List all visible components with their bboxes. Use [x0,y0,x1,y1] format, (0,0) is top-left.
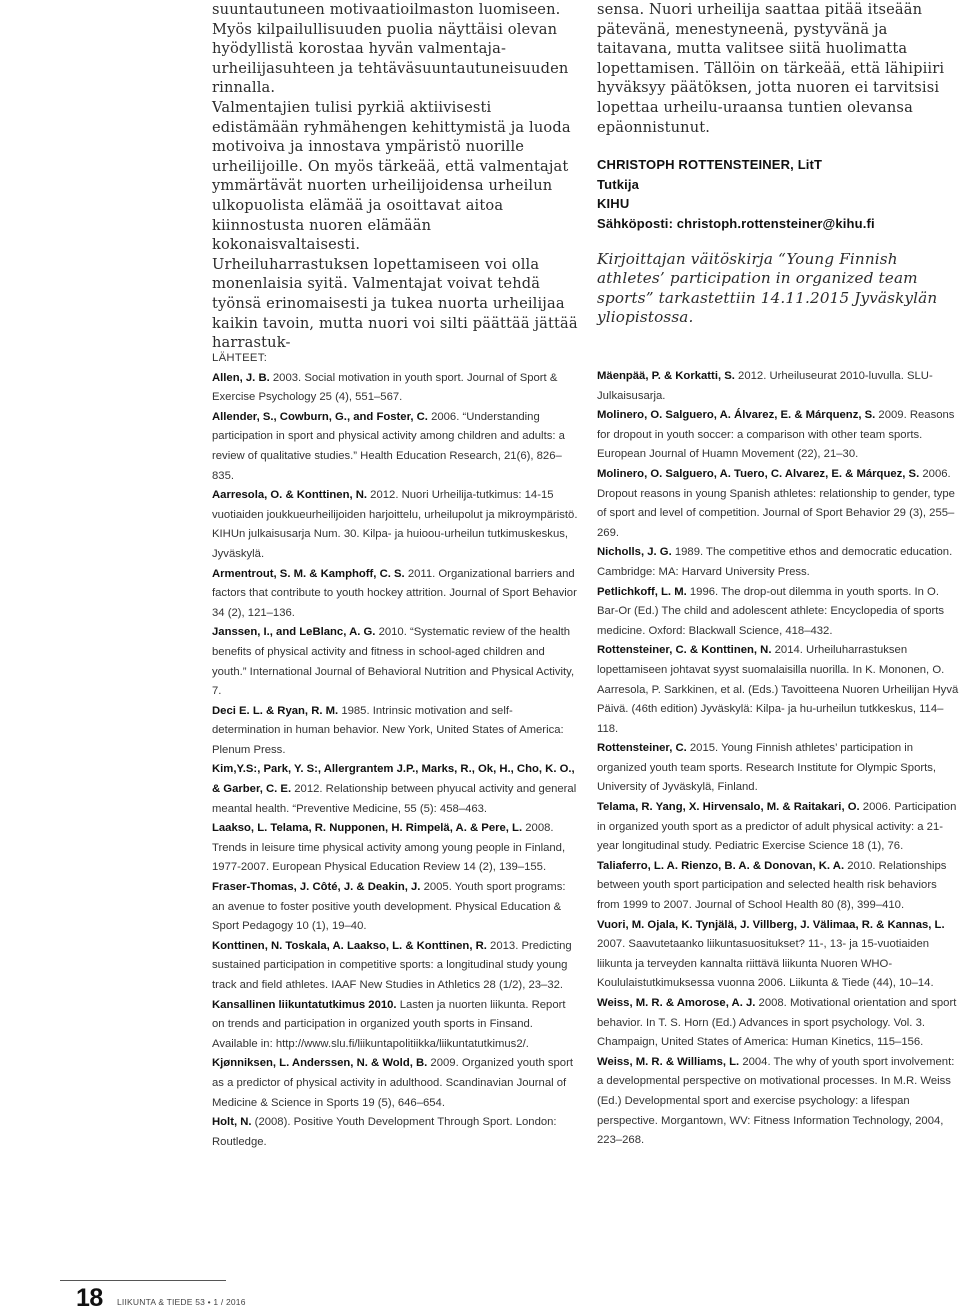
reference-list-right [597,367,960,1151]
page-footer [0,1268,960,1310]
reference-authors: Aarresola, O. & Konttinen, N. [212,489,368,502]
reference-authors: Vuori, M. Ojala, K. Tynjälä, J. Villberg, J. Välimaa, R. & Kannas, L. [597,918,945,931]
reference-text: 2006. Participation in organized youth sport as a predictor of adult physical activity: a 21-year longitudinal study. Pediatric Exercise Science 18 (1), 76. [597,801,957,853]
reference-authors: Weiss, M. R. & Williams, L. [597,1055,740,1068]
reference-text: Lasten ja nuorten liikunta. Report on trends and participation in organized youth sports in Finsand. Available in: http://www.slu.fi/liikuntapolitiikka/liikuntatutkimus2/. [212,998,566,1050]
reference-authors: Molinero, O. Salguero, A. Tuero, C. Alvarez, E. & Márquez, S. [597,467,920,480]
reference-entry [212,1113,578,1152]
reference-entry [212,486,578,564]
reference-text: 2012. Urheiluseurat 2010-luvulla. SLU-Julkaisusarja. [597,370,933,402]
reference-list-left [212,369,578,1153]
reference-text: 2009. Reasons for dropout in youth soccer: a comparison with other team sports. European Journal of Huamn Movement (22), 21–30. [597,409,955,461]
article-paragraph: Valmentajien tulisi pyrkiä aktiivisesti edistämään ryhmähengen kehittymistä ja luoda motivoiva ja innostava ympäristö nuorille urheilijoille. On myös tärkeää, että valmentajat ymmärtävät nuorten urheilijoidensa urheilun ulkopuolista elämää ja osoittavat aitoa kiinnostusta nuoren elämään kokonaisvaltaisesti. [212,98,571,254]
reference-authors: Rottensteiner, C. [597,742,687,755]
reference-authors: Kjønniksen, L. Anderssen, N. & Wold, B. [212,1057,428,1070]
reference-authors: Molinero, O. Salguero, A. Álvarez, E. & Márquenz, S. [597,409,876,422]
reference-authors: Kim,Y.S:, Park, Y. S:, Allergrantem J.P., Marks, R., Ok, H., Cho, K. O., & Garber, C. E. [212,763,575,796]
reference-entry [597,1053,960,1151]
reference-text: 1996. The drop-out dilemma in youth sports. In O. Bar-Or (Ed.) The child and adolescent athlete: Encyclopedia of sports medicine. Oxford: Blackwall Science, 418–432. [597,585,945,637]
reference-authors: Armentrout, S. M. & Kamphoff, C. S. [212,567,405,580]
reference-text: 2011. Organizational barriers and factors that contribute to youth hockey attrition. Journal of Sport Behavior 34 (2), 121–136. [212,567,577,619]
reference-entry [597,798,960,857]
reference-authors: Petlichkoff, L. M. [597,585,687,598]
reference-entry [212,760,578,819]
reference-entry [212,819,578,878]
reference-text: 2012. Relationship between phyucal activity and general meantal health. “Preventive Medicine, 55 (5): 458–463. [212,783,577,815]
reference-text: 2004. The why of youth sport involvement: a developmental perspective on motivational processes. In M.R. Weiss (Ed.) Developmental sport and exercise psychology: a lifespan perspective. Morgantown, WV: Fitness Information Technology, 2004, 223–268. [597,1055,955,1147]
reference-authors: Laakso, L. Telama, R. Nupponen, H. Rimpelä, A. & Pere, L. [212,822,523,835]
reference-text: 2010. “Systematic review of the health benefits of physical activity and fitness in school-aged children and youth.” International Journal of Behavioral Nutrition and Physical Activity, 7. [212,626,575,698]
reference-text: 2015. Young Finnish athletes’ participation in organized youth team sports. Research Institute for Olympic Sports, University of Jyväskylä, Finland. [597,742,937,794]
reference-text: 2003. Social motivation in youth sport. Journal of Sport & Exercise Psychology 25 (4), 551–567. [212,371,558,404]
reference-authors: Nicholls, J. G. [597,546,672,559]
reference-entry [212,878,578,937]
author-block [597,155,960,233]
reference-authors: Allen, J. B. [212,371,270,384]
author-org: KIHU [597,196,630,212]
reference-authors: Rottensteiner, C. & Konttinen, N. [597,644,772,657]
reference-text: 2009. Organized youth sport as a predictor of physical activity in adulthood. Scandinavian Journal of Medicine & Science in Sports 19 (5), 646–654. [212,1057,573,1109]
reference-text: 2012. Nuori Urheilija-tutkimus: 14-15 vuotiaiden joukkueurheilijoiden harjoittelu, urheilupolut ja mikroympäristö. KIHUn julkaisusarja Num. 30. Kilpa- ja huioou-urheilun tutkimuskeskus, Jyväskylä. [212,489,578,560]
references-right-column [597,367,960,1151]
reference-entry [212,937,578,996]
reference-text: (2008). Positive Youth Development Through Sport. London: Routledge. [212,1116,557,1148]
reference-entry [212,369,578,408]
reference-entry [597,641,960,739]
reference-authors: Holt, N. [212,1116,252,1129]
reference-authors: Janssen, I., and LeBlanc, A. G. [212,626,376,639]
reference-entry [212,623,578,701]
reference-entry [597,916,960,994]
reference-text: 1985. Intrinsic motivation and self-determination in human behavior. New York, United States of America: Plenum Press. [212,704,564,756]
reference-text: 2006. “Understanding participation in sport and physical activity among children and adults: a review of qualitative studies.” Health Education Research, 21(6), 826–835. [212,410,565,482]
reference-entry [212,702,578,761]
thesis-note: Kirjoittajan väitöskirja “Young Finnish athletes’ participation in organized team sports” tarkastettiin 14.11.2015 Jyväskylän yliopistossa. [597,249,938,327]
reference-text: 2013. Predicting sustained participation in competitive sports: a longitudinal study young track and field athletes. IAAF New Studies in Athletics 28 (1/2), 23–32. [212,939,572,991]
reference-authors: Mäenpää, P. & Korkatti, S. [597,370,735,382]
reference-text: 2008. Trends in leisure time physical activity among young people in Finland, 1977-2007. European Physical Education Review 14 (2), 139–155. [212,822,566,874]
article-paragraph: Urheiluharrastuksen lopettamiseen voi olla monenlaisia syitä. Valmentajat voivat tehdä työnsä erinomaisesti ja tukea nuorta urheilijaa kaikin tavoin, mutta nuori voi silti päättää jättää harrastuk- [212,255,578,352]
reference-authors: Allender, S., Cowburn, G., and Foster, C. [212,410,428,423]
reference-text: 2005. Youth sport programs: an avenue to foster positive youth development. Physical Education & Sport Pedagogy 10 (1), 19–40. [212,881,566,933]
reference-entry [597,857,960,916]
reference-entry [212,408,578,486]
reference-entry [597,465,960,543]
journal-info: LIIKUNTA & TIEDE 53 • 1 / 2016 [117,1297,246,1307]
references-left-column [212,349,578,1152]
reference-text: 2006. Dropout reasons in young Spanish athletes: relationship to gender, type of sport and level of competition. Journal of Sport Behavior 29 (3), 255–269. [597,467,955,539]
reference-authors: Fraser-Thomas, J. Côté, J. & Deakin, J. [212,881,421,894]
reference-entry [597,543,960,582]
reference-text: 2008. Motivational orientation and sport behavior. In T. S. Horn (Ed.) Advances in sport psychology. Vol. 3. Champaign, United States of America: Human Kinetics, 115–156. [597,997,957,1049]
reference-entry [212,996,578,1055]
reference-entry [597,583,960,642]
reference-text: 2010. Relationships between youth sport participation and selected health risk behaviors from 1999 to 2007. Journal of School Health 80 (8), 399–410. [597,859,947,912]
reference-entry [597,994,960,1053]
reference-text: 2014. Urheiluharrastuksen lopettamiseen johtavat syyst suomalaisilla nuorilla. In K. Mononen, O. Aarresola, P. Sarkkinen, et al. (Eds.) Tavoitteena Nuoren Urheilijan Hyvä Päivä. (46th edition) Jyväskylä: Kilpa- ja hu-urheilun tutkkeskus, 114–118. [597,644,959,735]
reference-text: 1989. The competitive ethos and democratic education. Cambridge: MA: Harvard University Press. [597,546,953,578]
footer-rule [60,1280,226,1281]
reference-entry [212,1054,578,1113]
reference-entry [597,739,960,798]
reference-authors: Kansallinen liikuntatutkimus 2010. [212,998,397,1011]
references-heading: LÄHTEET: [212,352,268,364]
reference-authors: Taliaferro, L. A. Rienzo, B. A. & Donovan, K. A. [597,859,845,872]
author-role: Tutkija [597,176,639,192]
author-name: CHRISTOPH ROTTENSTEINER, LitT [597,157,823,173]
reference-entry [597,367,960,406]
reference-text: 2007. Saavutetaanko liikuntasuositukset? 11-, 13- ja 15-vuotiaiden liikunta ja terveyden kannalta riittävä liikunta Nuoren WHO-Koululaistutkimuksessa vuonna 2006. Liikunta & Tiede (44), 10–14. [597,938,934,990]
reference-authors: Konttinen, N. Toskala, A. Laakso, L. & Konttinen, R. [212,939,487,952]
article-paragraph: suuntautuneen motivaatioilmaston luomiseen. Myös kilpailullisuuden puolia näyttäisi olevan hyödyllistä korostaa hyvän valmentaja-urheilijasuhteen ja tehtäväsuuntautuneisuuden rinnalla. [212,1,569,97]
reference-authors: Weiss, M. R. & Amorose, A. J. [597,997,756,1009]
page-number: 18 [76,1284,103,1312]
reference-authors: Deci E. L. & Ryan, R. M. [212,704,339,717]
author-email: Sähköposti: christoph.rottensteiner@kihu.fi [597,215,875,231]
article-right-column [597,0,960,328]
reference-entry [597,406,960,465]
reference-entry [212,565,578,624]
article-paragraph: sensa. Nuori urheilija saattaa pitää itseään pätevänä, menestyneenä, pystyvänä ja taitavana, mutta valitsee siitä huolimatta lopettamisen. Tällöin on tärkeää, että lähipiiri hyväksyy päätöksen, jotta nuoren ei tarvitsisi lopettaa urheilu-uraansa tuntien olevansa epäonnistunut. [597,1,945,136]
reference-authors: Telama, R. Yang, X. Hirvensalo, M. & Raitakari, O. [597,801,860,814]
article-left-column [212,0,578,353]
